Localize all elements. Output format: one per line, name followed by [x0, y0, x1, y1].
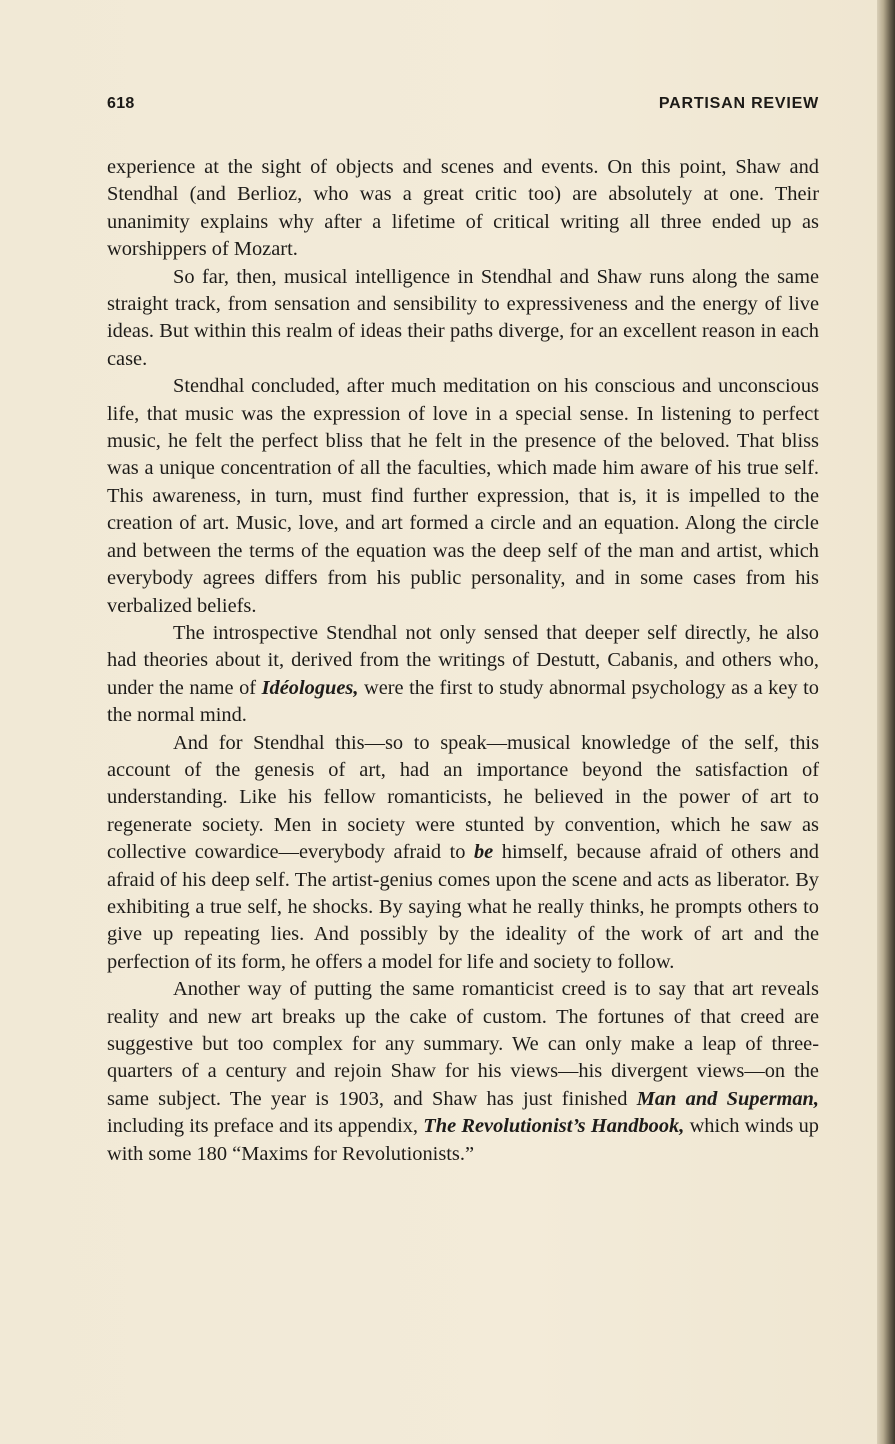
paragraph-5	[107, 730, 819, 977]
page-number: 618	[107, 95, 135, 112]
text-run: experience at the sight of objects and scenes and events. On this point, Shaw and Stendhal (and Berlioz, who was a great critic too) are absolutely at one. Their unanimity explains why after a lifetime of critical writing all three ended up as worshippers of Mozart.	[107, 156, 819, 261]
text-run: which winds up with some 180 “Maxims for Revolutionists.”	[107, 1115, 819, 1165]
italic-title: The Revolutionist’s Handbook,	[423, 1115, 685, 1138]
running-header	[107, 95, 819, 119]
text-run: Another way of putting the same romanticist creed is to say that art reveals reality and new art breaks up the cake of custom. The fortunes of that creed are suggestive but too complex for any summary. We can only make a leap of three-quarters of a century and rejoin Shaw for his views—his divergent views—on the same subject. The year is 1903, and Shaw has just finished	[107, 978, 819, 1110]
paragraph-2	[107, 264, 819, 374]
text-run: Stendhal concluded, after much meditation on his conscious and unconscious life, that music was the expression of love in a special sense. In listening to perfect music, he felt the perfect bliss that he felt in the presence of the beloved. That bliss was a unique concentration of all the faculties, which made him aware of his true self. This awareness, in turn, must find further expression, that is, it is impelled to the creation of art. Music, love, and art formed a circle and an equation. Along the circle and between the terms of the equation was the deep self of the man and artist, which everybody agrees differs from his public personality, and in some cases from his verbalized beliefs.	[107, 375, 819, 617]
book-spine-edge	[877, 0, 895, 1444]
text-run: himself, because afraid of others and afraid of his deep self. The artist-genius comes upon the scene and acts as liberator. By exhibiting a true self, he shocks. By saying what he really thinks, he prompts others to give up repeating lies. And possibly by the ideality of the work of art and the perfection of its form, he offers a model for life and society to follow.	[107, 841, 819, 973]
paragraph-6	[107, 976, 819, 1168]
italic-term: Idéologues,	[261, 676, 359, 699]
italic-emphasis: be	[473, 841, 494, 864]
text-run: And for Stendhal this—so to speak—musical knowledge of the self, this account of the genesis of art, had an importance beyond the satisfaction of understanding. Like his fellow romanticists, he believed in the power of art to regenerate society. Men in society were stunted by convention, which he saw as collective cowardice—everybody afraid to	[107, 731, 819, 864]
text-run: The introspective Stendhal not only sensed that deeper self directly, he also had theories about it, derived from the writings of Destutt, Cabanis, and others who, under the name of	[107, 621, 819, 699]
paragraph-4	[107, 620, 819, 730]
text-run: So far, then, musical intelligence in Stendhal and Shaw runs along the same straight track, from sensation and sensibility to expressiveness and the energy of live ideas. But within this realm of ideas their paths diverge, for an excellent reason in each case.	[107, 265, 819, 370]
paragraph-1	[107, 154, 819, 264]
text-run: including its preface and its appendix,	[107, 1115, 424, 1138]
text-run: were the first to study abnormal psychology as a key to the normal mind.	[107, 676, 820, 727]
paragraph-3	[107, 373, 819, 620]
italic-title: Man and Superman,	[636, 1087, 819, 1110]
journal-title: PARTISAN REVIEW	[658, 95, 819, 112]
article-body	[107, 154, 819, 1168]
